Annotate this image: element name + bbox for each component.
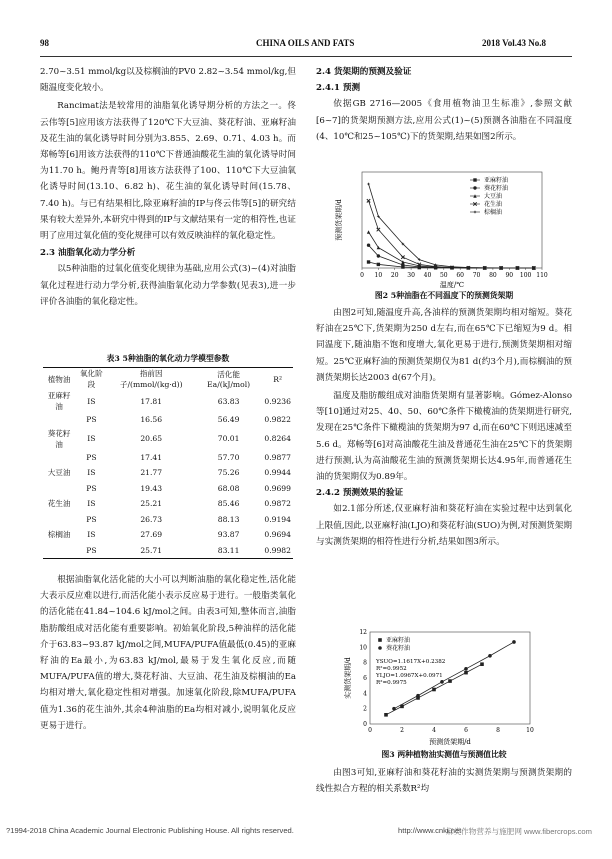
x-tick-label: 0 — [360, 272, 364, 279]
data-point — [392, 707, 396, 711]
paragraph: 根据油脂氧化活化能的大小可以判断油脂的氧化稳定性,活化能大表示反应难以进行,而活化能小表示反应易于进行。一般脂类氧化的活化能在41.84~104.6 kJ/mol之间。由表3可知,整体而言,油脂脂肪酸组成对活化能有重要影响。初始氧化阶段,5种油样的活化能介于63.83~93.87 kJ/mol之间,MUFA/PUFA值最低(0.45)的亚麻籽油的Ea最小,为63.83 kJ/mol,最易于发生氧化反应,而随MUFA/PUFA值的增大,葵花籽油、大豆油、花生油及棕榈油的Ea均相对增大,氧化稳定性相对增强。加速氧化阶段,除MUFA/PUFA值为1.36的花生油外,其余4种油脂的Ea均相对减小,说明氧化反应更易于进行。 — [40, 575, 296, 731]
x-tick-label: 100 — [519, 272, 532, 279]
y-tick-label: 8 — [363, 659, 367, 667]
kinetics-table — [43, 367, 293, 559]
right-column-top — [316, 64, 572, 145]
y-tick-label: 10 — [359, 644, 367, 652]
table-header: 氧化阶段 — [75, 368, 107, 391]
table-row: 亚麻籽油 IS 17.81 63.83 0.9236 — [47, 391, 291, 411]
legend-label: 花生油 — [484, 201, 503, 208]
x-tick-label: 8 — [496, 727, 500, 734]
data-point — [464, 667, 468, 671]
data-point — [488, 654, 492, 658]
table-header: 活化能Ea/(kJ/mol) — [195, 368, 263, 391]
table-caption: 表3 5种油脂的氧化动力学模型参数 — [106, 354, 230, 363]
paragraph: 温度及脂肪酸组成对油脂货架期有显著影响。Gómez-Alonso等[10]通过对25、40、50、60℃条件下橄榄油的货架期进行研究,发现在25℃条件下橄榄油的货架期为97 d,而在60℃下则迅速减至5.6 d。郑畅等[6]对高油酸花生油及普通花生油在25℃下的货架期进行预测,认为高油酸花生油的预测货架期长达4.95年,而普通花生油的货架期仅为0.89年。 — [316, 391, 572, 483]
table-row: PS 26.73 88.13 0.9194 — [86, 514, 291, 524]
y-tick-label: 4 — [363, 690, 367, 698]
figure-caption: 图3 两种植物油实测值与预测值比较 — [381, 750, 507, 759]
data-point — [512, 640, 516, 644]
paragraph: 依据GB 2716—2005《食用植物油卫生标准》,参照文献[6~7]的货架期预测方法,应用公式(1)~(5)预测各油脂在不同温度(4、10℃和25~105℃)下的货架期,结果如图2所示。 — [316, 99, 572, 142]
x-tick-label: 6 — [464, 727, 468, 734]
table-row: 大豆油 IS 21.77 75.26 0.9944 — [47, 468, 291, 478]
section-heading: 2.4.1 预测 — [316, 83, 361, 94]
y-tick-label: 0 — [363, 721, 367, 728]
left-column — [40, 64, 296, 310]
x-tick-label: 80 — [489, 272, 497, 279]
table-row: PS 17.41 57.70 0.9877 — [86, 452, 291, 462]
data-point — [367, 182, 370, 185]
table-header: R² — [262, 368, 293, 391]
data-point — [377, 254, 380, 257]
data-point — [367, 244, 370, 247]
data-point — [480, 662, 484, 666]
page-number: 98 — [40, 38, 49, 48]
legend-label: 葵花籽油 — [484, 185, 509, 192]
data-point — [464, 671, 468, 675]
figure-caption: 图2 5种油脂在不同温度下的预测货架期 — [374, 291, 514, 300]
paragraph: 由图3可知,亚麻籽油和葵花籽油的实测货架期与预测货架期的线性拟合方程的相关系数R²均 — [316, 768, 572, 795]
r2-ljo: R²=0.9975 — [376, 680, 407, 686]
table-row: 棕榈油 IS 27.69 93.87 0.9694 — [47, 530, 291, 540]
paragraph: 以5种油脂的过氧化值变化规律为基础,应用公式(3)~(4)对油脂氧化过程进行动力学分析,获得油脂氧化动力学参数(见表3),进一步评价各油脂的氧化稳定性。 — [40, 264, 296, 307]
legend-label: 大豆油 — [484, 193, 503, 200]
legend-marker — [378, 638, 382, 642]
copyright: ?1994-2018 China Academic Journal Electronic Publishing House. All rights reserved. — [6, 826, 294, 835]
y-tick-label: 12 — [359, 629, 367, 636]
data-point — [401, 263, 404, 266]
section-heading: 2.3 油脂氧化动力学分析 — [40, 248, 136, 259]
table-row: 葵花籽油 IS 20.65 70.01 0.8264 — [47, 428, 291, 449]
y-axis-label: 预测货架期/d — [335, 199, 343, 241]
series-line — [369, 201, 534, 268]
x-tick-label: 90 — [505, 272, 514, 279]
data-point — [367, 230, 370, 233]
x-tick-label: 2 — [400, 727, 404, 734]
y-tick-label: 6 — [363, 675, 367, 682]
legend-marker — [378, 646, 382, 650]
section-heading: 2.4 货架期的预测及验证 — [316, 67, 412, 77]
header-rule — [40, 56, 572, 57]
series-line — [369, 184, 534, 268]
table-header: 植物油 — [43, 368, 75, 391]
data-point — [440, 680, 444, 684]
data-point — [384, 713, 388, 717]
table-row: PS 16.56 56.49 0.9822 — [86, 415, 291, 425]
x-tick-label: 60 — [456, 272, 465, 279]
right-column-bottom — [316, 765, 572, 797]
x-tick-label: 10 — [374, 272, 383, 279]
left-column-bottom — [40, 572, 296, 734]
issue-info: 2018 Vol.43 No.8 — [482, 38, 547, 48]
data-point — [401, 256, 404, 259]
y-axis-label: 实测货架期/d — [344, 657, 352, 699]
x-tick-label: 4 — [432, 727, 436, 734]
figure-3-chart — [340, 628, 540, 746]
r2-suo: R²=0.9952 — [376, 666, 407, 672]
x-tick-label: 30 — [407, 272, 415, 279]
watermark: 麻类作物营养与施肥网 www.fibercrops.com — [446, 827, 592, 836]
y-tick-label: 2 — [363, 705, 367, 713]
data-point — [377, 263, 380, 266]
table-row: PS 25.71 83.11 0.9982 — [43, 543, 293, 559]
equation-suo: YSUO=1.1617X+0.2382 — [376, 659, 446, 665]
paragraph: 由图2可知,随温度升高,各油样的预测货架期均相对缩短。葵花籽油在25℃下,货架期为250 d左右,而在65℃下已缩短为9 d。相同温度下,随油脂不饱和度增大,氧化更易于进行,预测货架期相对缩短。25℃亚麻籽油的预测货架期仅为81 d(约3个月),而棕榈油的预测货架期长达2003 d(67个月)。 — [316, 308, 572, 383]
data-point — [367, 260, 370, 263]
x-tick-label: 50 — [439, 272, 448, 279]
paragraph: 如2.1部分所述,仅亚麻籽油和葵花籽油在实验过程中达到氧化上限值,因此,以亚麻籽油(LJO)和葵花籽油(SUO)为例,对预测货架期与实测货架期的相符性进行分析,结果如图3所示。 — [316, 504, 572, 547]
x-tick-label: 0 — [368, 727, 372, 734]
x-axis-label: 温度/℃ — [439, 281, 465, 288]
x-tick-label: 10 — [526, 727, 534, 734]
series-line — [369, 232, 534, 268]
legend-label: 亚麻籽油 — [386, 637, 411, 644]
figure-2-chart — [330, 168, 550, 288]
journal-name: CHINA OILS AND FATS — [256, 38, 355, 48]
table-row: 花生油 IS 25.21 85.46 0.9872 — [47, 499, 291, 509]
right-column-mid — [316, 305, 572, 550]
x-tick-label: 70 — [472, 272, 481, 279]
legend-label: 葵花籽油 — [386, 645, 411, 652]
x-tick-label: 40 — [423, 272, 432, 279]
data-point — [432, 688, 436, 692]
cnki-url[interactable]: http://www.cnki.net — [398, 826, 462, 835]
legend-label: 棕榈油 — [484, 209, 503, 216]
x-tick-label: 110 — [536, 272, 548, 279]
data-point — [416, 694, 420, 698]
data-point — [448, 679, 452, 683]
x-axis-label: 预测货架期/d — [429, 738, 471, 746]
section-heading: 2.4.2 预测效果的验证 — [316, 488, 404, 499]
legend-label: 亚麻籽油 — [484, 177, 509, 184]
table-row: PS 19.43 68.08 0.9699 — [86, 483, 291, 493]
table-header: 指前因子/(mmol/(kg·d)) — [108, 368, 195, 391]
equation-ljo: YLJO=1.0967X+0.0971 — [376, 673, 443, 679]
paragraph: 2.70~3.51 mmol/kg以及棕榈油的PV0 2.82~3.54 mmol/kg,但随温度变化较小。 — [40, 67, 296, 94]
paragraph: Rancimat法是较常用的油脂氧化诱导期分析的方法之一。佟云伟等[5]应用该方法获得了120℃下大豆油、葵花籽油、亚麻籽油及花生油的氧化诱导时间分别为3.855、2.69、0.71、4.03 h。而郑畅等[6]用该方法获得的110℃下普通油酸花生油的氧化诱导时间为11.70 h。鲍丹青等[8]用该方法获得了100、110℃下大豆油氧化诱导时间(13.10、6.82 h)、花生油的氧化诱导时间(15.78、7.40 h)。与已有结果相比,除亚麻籽油的IP与佟云伟等[5]的研究结果有较大差异外,本研究中得到的IP与文献结果有一定的相符性,也证明了应用过氧化值的变化规律可以有效反映油样的氧化稳定性。 — [40, 101, 296, 242]
x-tick-label: 20 — [390, 272, 399, 279]
